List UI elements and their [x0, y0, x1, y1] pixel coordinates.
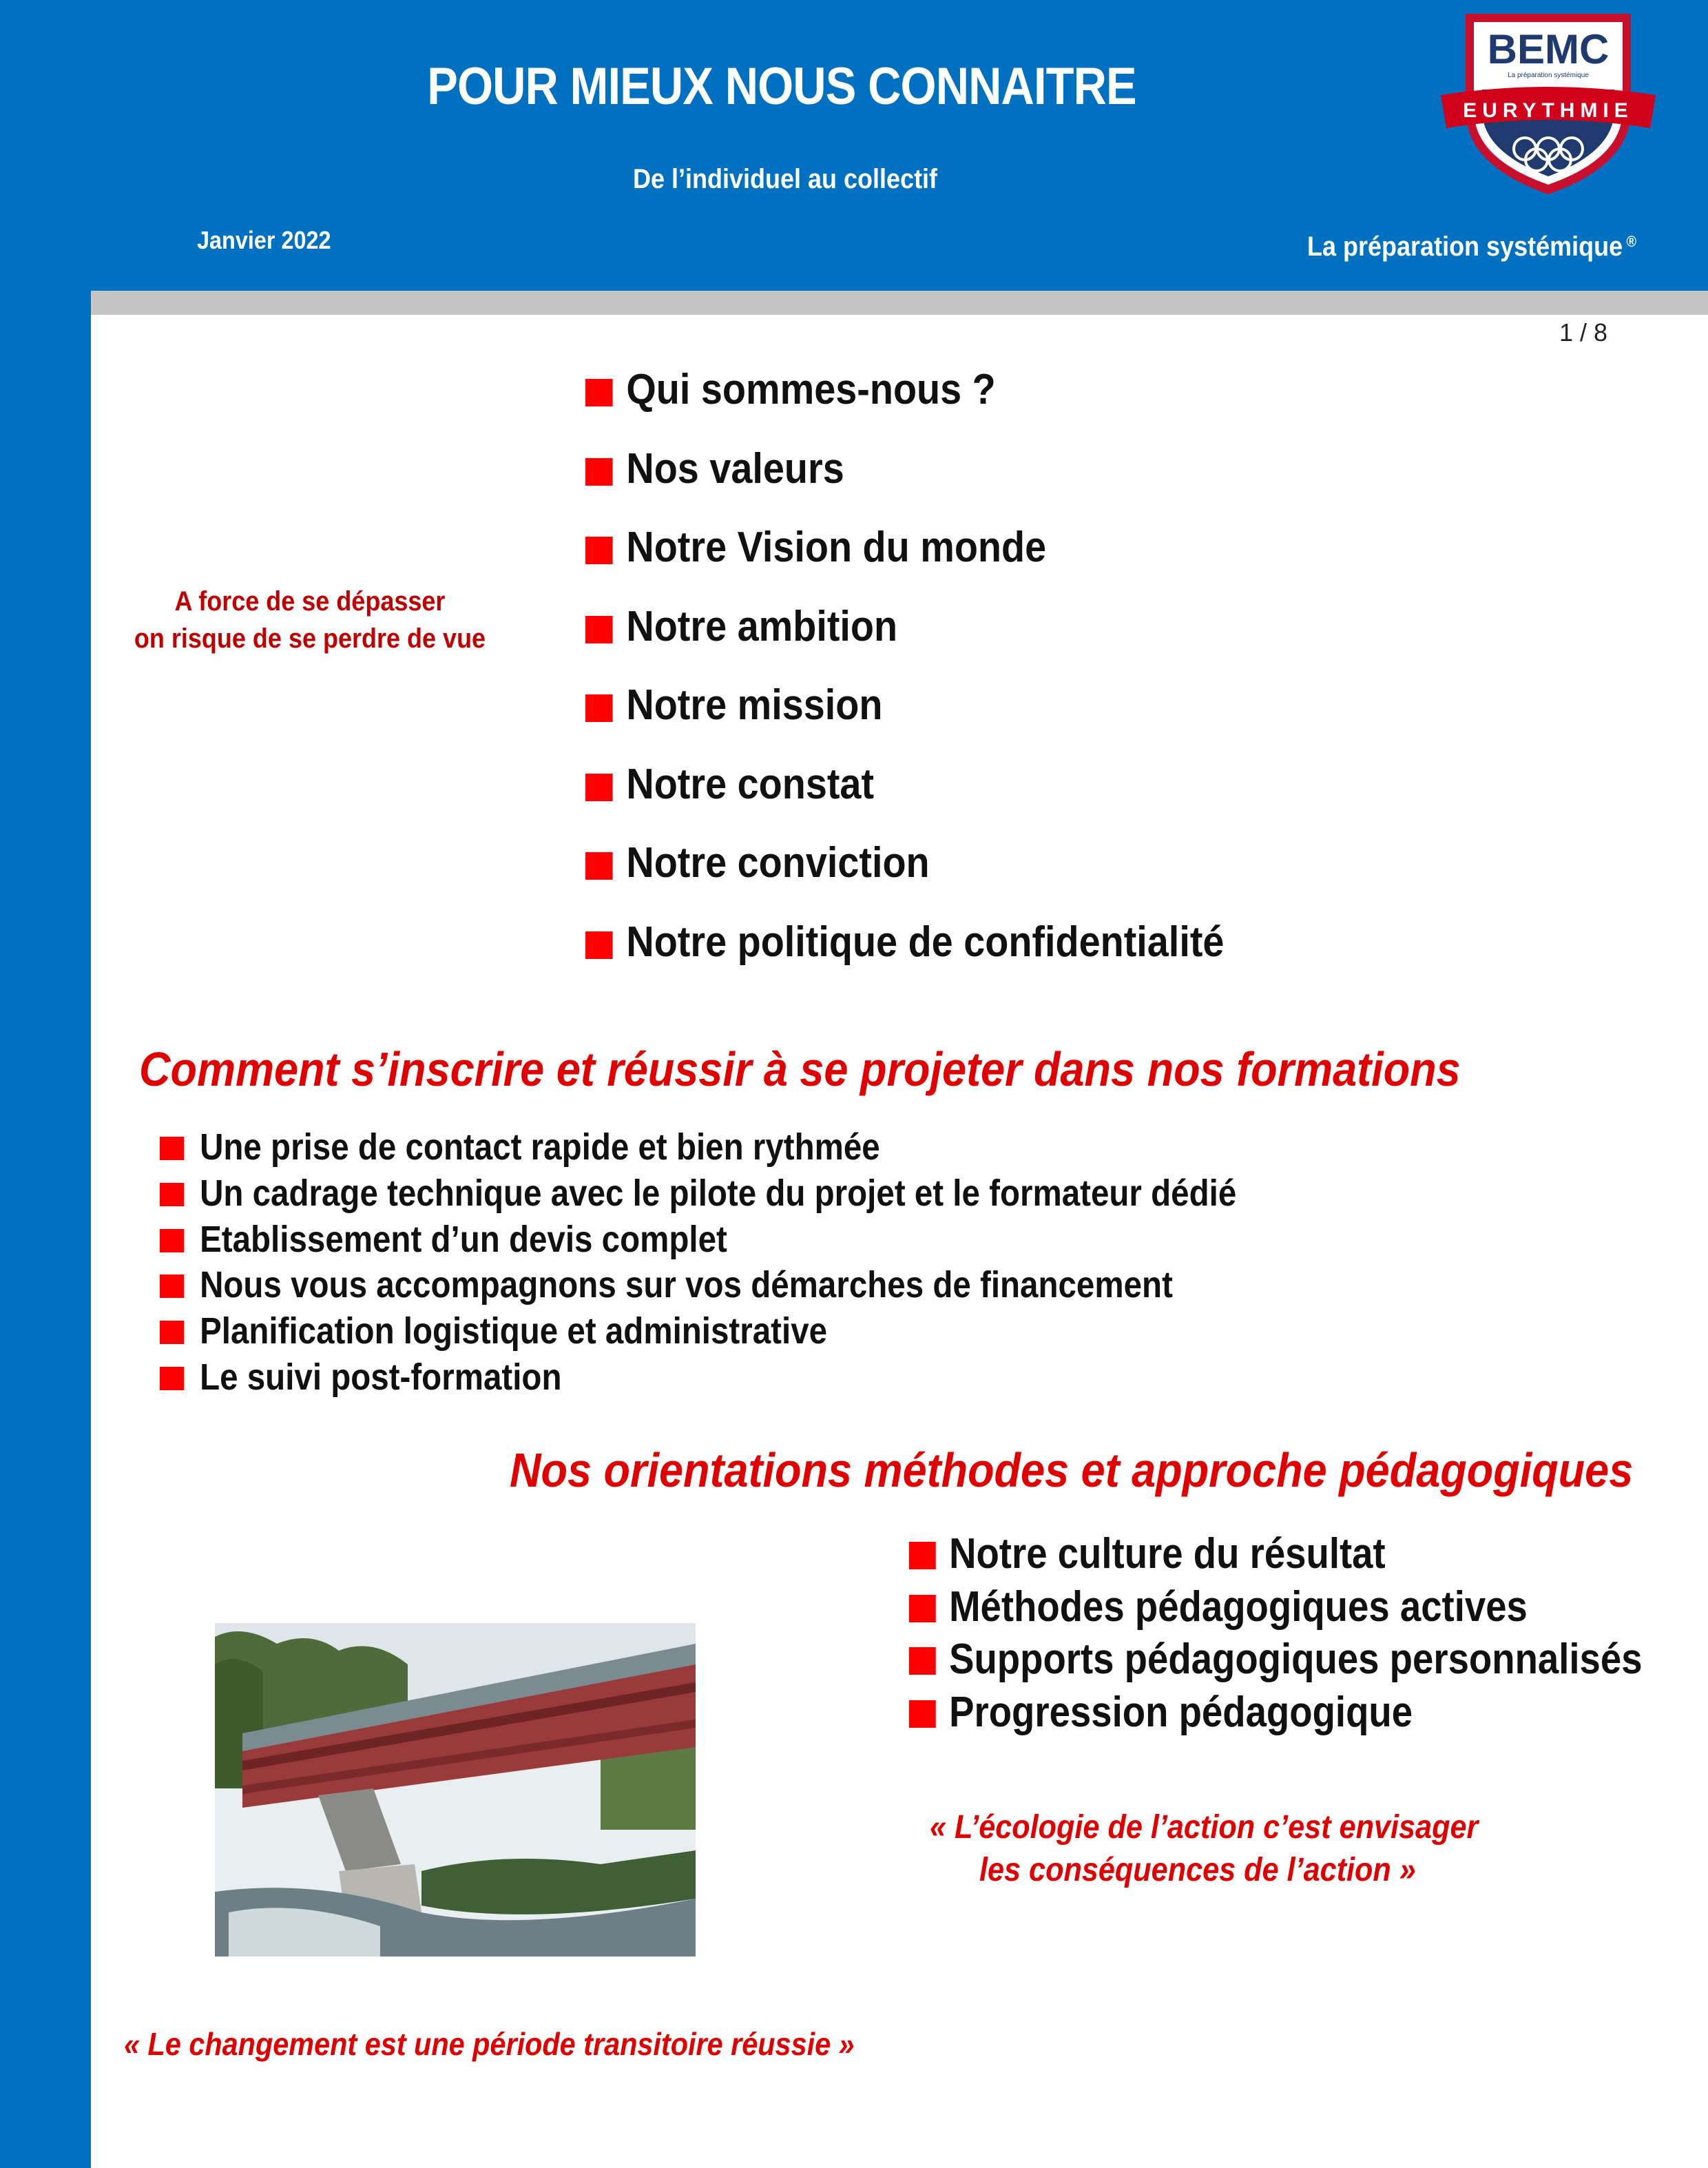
document-date: Janvier 2022 — [197, 226, 331, 254]
bullet-square-icon — [909, 1542, 936, 1569]
quote-ecology-line2: les conséquences de l’action » — [979, 1852, 1416, 1888]
toc-item — [585, 758, 1224, 838]
list-item-label: Une prise de contact rapide et bien rythmée — [200, 1126, 880, 1168]
bullet-square-icon — [585, 458, 613, 486]
bullet-square-icon — [909, 1595, 936, 1622]
tagline-text: La préparation systémique — [1307, 231, 1623, 262]
list-item — [160, 1124, 1236, 1170]
list-item-label: Notre culture du résultat — [949, 1530, 1386, 1578]
side-quote-line2: on risque de se perdre de vue — [134, 623, 486, 654]
bullet-square-icon — [160, 1274, 184, 1298]
inscription-steps-list — [160, 1124, 1383, 1401]
bullet-square-icon — [909, 1647, 936, 1675]
toc-item — [585, 522, 1224, 601]
bullet-square-icon — [160, 1367, 184, 1390]
toc-item-label: Qui sommes-nous ? — [626, 366, 996, 413]
bullet-square-icon — [585, 931, 613, 959]
toc-item-label: Notre ambition — [626, 602, 898, 650]
list-item-label: Supports pédagogiques personnalisés — [949, 1635, 1643, 1683]
quote-ecology — [930, 1806, 1478, 1892]
toc-item — [585, 916, 1224, 995]
list-item — [909, 1581, 1643, 1634]
toc-item — [585, 601, 1224, 680]
orientations-list — [909, 1528, 1708, 1739]
page-number: 1 / 8 — [1559, 318, 1608, 347]
toc-item-label: Notre Vision du monde — [626, 524, 1047, 571]
list-item-label: Méthodes pédagogiques actives — [949, 1582, 1528, 1631]
bullet-square-icon — [585, 537, 613, 564]
registered-mark: ® — [1626, 233, 1637, 250]
section-heading-inscription: Comment s’inscrire et réussir à se projeter dans nos formations — [139, 1042, 1461, 1096]
page-subtitle: De l’individuel au collectif — [632, 164, 938, 194]
side-quote-line1: A force de se dépasser — [174, 586, 446, 617]
bullet-square-icon — [160, 1137, 184, 1160]
list-item — [160, 1217, 1236, 1263]
list-item-label: Un cadrage technique avec le pilote du projet et le formateur dédié — [200, 1172, 1237, 1214]
quote-ecology-line1: « L’écologie de l’action c’est envisager — [930, 1809, 1479, 1846]
bullet-square-icon — [585, 852, 613, 880]
gray-divider — [91, 291, 1708, 315]
bullet-square-icon — [585, 616, 613, 643]
bullet-square-icon — [585, 379, 613, 406]
list-item-label: Nous vous accompagnons sur vos démarches de financement — [200, 1264, 1173, 1306]
bullet-square-icon — [160, 1321, 184, 1344]
quote-change: « Le changement est une période transitoire réussie » — [124, 2026, 855, 2062]
toc-list — [585, 364, 1295, 995]
bullet-square-icon — [160, 1183, 184, 1206]
list-item — [160, 1170, 1236, 1217]
toc-item — [585, 837, 1224, 916]
toc-item — [585, 443, 1224, 522]
list-item-label: Le suivi post-formation — [200, 1356, 562, 1398]
toc-item-label: Notre politique de confidentialité — [626, 918, 1225, 966]
list-item — [909, 1528, 1643, 1581]
list-item-label: Etablissement d’un devis complet — [200, 1218, 727, 1260]
section-heading-orientations: Nos orientations méthodes et approche pédagogiques — [510, 1443, 1634, 1497]
logo-ribbon-text: EURYTHMIE — [1463, 99, 1634, 122]
toc-item-label: Notre constat — [626, 760, 875, 808]
list-item-label: Progression pédagogique — [949, 1688, 1413, 1736]
toc-item-label: Notre conviction — [626, 839, 930, 887]
list-item-label: Planification logistique et administrative — [200, 1310, 828, 1352]
left-blue-bar — [0, 0, 91, 2168]
list-item — [160, 1354, 1236, 1401]
logo-text: BEMC — [1487, 26, 1610, 72]
logo-small-text: La préparation systémique — [1508, 72, 1589, 79]
list-item — [909, 1633, 1643, 1686]
list-item — [160, 1308, 1236, 1354]
bemc-logo — [1438, 7, 1658, 200]
bullet-square-icon — [585, 694, 613, 722]
toc-item-label: Notre mission — [626, 681, 883, 729]
toc-item — [585, 364, 1224, 443]
side-quote — [124, 583, 496, 657]
page-title: POUR MIEUX NOUS CONNAITRE — [427, 57, 1136, 116]
bullet-square-icon — [585, 774, 613, 801]
list-item — [160, 1262, 1236, 1308]
covered-bridge-photo — [215, 1623, 696, 1957]
tagline — [1307, 231, 1636, 262]
bullet-square-icon — [160, 1229, 184, 1252]
toc-item-label: Nos valeurs — [626, 444, 844, 493]
bullet-square-icon — [909, 1700, 936, 1728]
list-item — [909, 1686, 1643, 1739]
toc-item — [585, 679, 1224, 758]
